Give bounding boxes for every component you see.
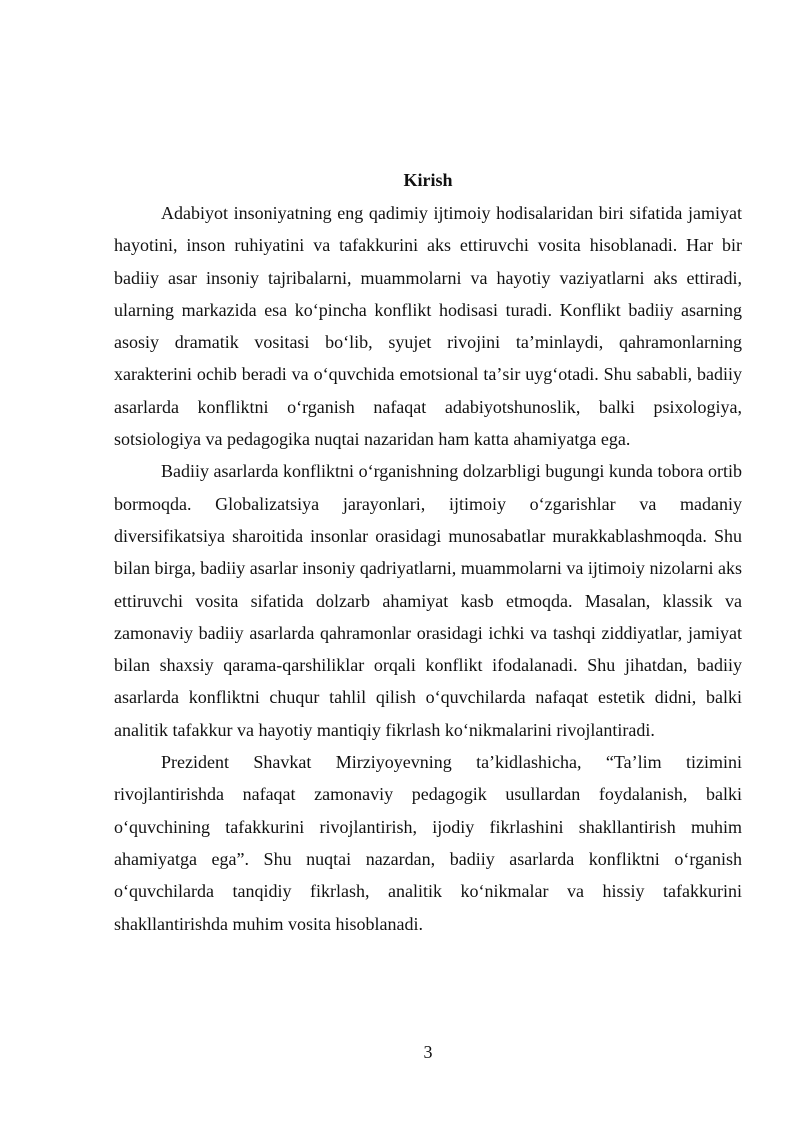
body-text — [114, 197, 742, 940]
paragraph-3: Prezident Shavkat Mirziyoyevning taʼkidlashicha, “Taʼlim tizimini rivojlantirishda nafaqat zamonaviy pedagogik usullardan foydalanish, balki oʻquvchining tafakkurini rivojlantirish, ijodiy fikrlashini shakllantirish muhim ahamiyatga ega”. Shu nuqtai nazardan, badiiy asarlarda konfliktni oʻrganish oʻquvchilarda tanqidiy fikrlash, analitik koʻnikmalar va hissiy tafakkurini shakllantirishda muhim vosita hisoblanadi. — [114, 752, 742, 934]
paragraph-2: Badiiy asarlarda konfliktni oʻrganishning dolzarbligi bugungi kunda tobora ortib bormoqda. Globalizatsiya jarayonlari, ijtimoiy oʻzgarishlar va madaniy diversifikatsiya sharoitida insonlar orasidagi munosabatlar murakkablashmoqda. Shu bilan birga, badiiy asarlar insoniy qadriyatlarni, muammolarni va ijtimoiy nizolarni aks ettiruvchi vosita sifatida dolzarb ahamiyat kasb etmoqda. Masalan, klassik va zamonaviy badiiy asarlarda qahramonlar orasidagi ichki va tashqi ziddiyatlar, jamiyat bilan shaxsiy qarama-qarshiliklar orqali konflikt ifodalanadi. Shu jihatdan, badiiy asarlarda konfliktni chuqur tahlil qilish oʻquvchilarda nafaqat estetik didni, balki analitik tafakkur va hayotiy mantiqiy fikrlash koʻnikmalarini rivojlantiradi. — [114, 461, 742, 740]
section-title: Kirish — [403, 170, 453, 190]
paragraph-1: Adabiyot insoniyatning eng qadimiy ijtimoiy hodisalaridan biri sifatida jamiyat hayotini, inson ruhiyatini va tafakkurini aks ettiruvchi vosita hisoblanadi. Har bir badiiy asar insoniy tajribalarni, muammolarni va hayotiy vaziyatlarni aks ettiradi, ularning markazida esa koʻpincha konflikt hodisasi turadi. Konflikt badiiy asarning asosiy dramatik vositasi boʻlib, syujet rivojini taʼminlaydi, qahramonlarning xarakterini ochib beradi va oʻquvchida emotsional taʼsir uygʻotadi. Shu sababli, badiiy asarlarda konfliktni oʻrganish nafaqat adabiyotshunoslik, balki psixologiya, sotsiologiya va pedagogika nuqtai nazaridan ham katta ahamiyatga ega. — [114, 203, 742, 450]
page-number: 3 — [423, 1042, 433, 1062]
